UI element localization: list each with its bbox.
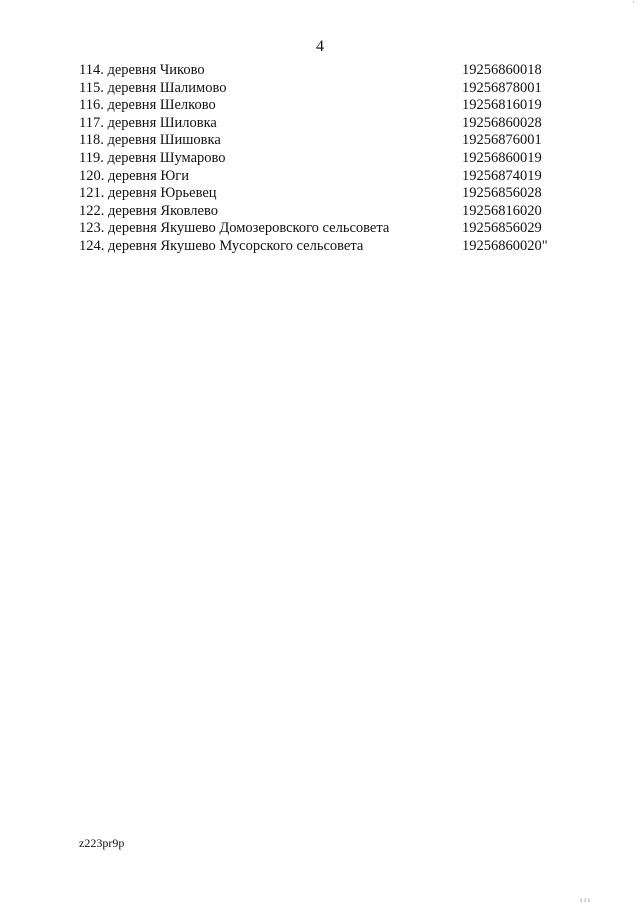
settlement-code: 19256874019 [462, 167, 542, 184]
document-code: z223pr9p [79, 836, 125, 850]
settlement-list [79, 62, 559, 256]
list-item [79, 168, 559, 186]
settlement-name: 117. деревня Шиловка [79, 114, 217, 131]
settlement-code: 19256860019 [462, 149, 542, 166]
settlement-code: 19256860018 [462, 62, 542, 78]
settlement-code: 19256856028 [462, 185, 542, 202]
settlement-code: 19256860028 [462, 114, 542, 131]
settlement-name: 119. деревня Шумарово [79, 149, 226, 166]
list-item [79, 185, 559, 203]
settlement-code: 19256816019 [462, 97, 542, 114]
list-item [79, 203, 559, 221]
settlement-name: 123. деревня Якушево Домозеровского сельсовета [79, 220, 390, 237]
list-item [79, 62, 559, 80]
settlement-name: 120. деревня Юги [79, 167, 190, 184]
settlement-code: 19256816020 [462, 202, 542, 219]
list-item [79, 115, 559, 133]
list-item [79, 220, 559, 238]
settlement-code: 19256876001 [462, 132, 542, 149]
settlement-name: 118. деревня Шишовка [79, 132, 221, 149]
settlement-name: 124. деревня Якушево Мусорского сельсовета [79, 237, 364, 254]
list-item [79, 150, 559, 168]
settlement-name: 116. деревня Шелково [79, 97, 216, 114]
settlement-code: 19256860020" [462, 237, 548, 254]
settlement-name: 121. деревня Юрьевец [79, 185, 217, 202]
settlement-code: 19256878001 [462, 79, 542, 96]
settlement-name: 122. деревня Яковлево [79, 202, 218, 219]
corner-top-mark: ' [632, 0, 636, 8]
list-item [79, 238, 559, 256]
settlement-code: 19256856029 [462, 220, 542, 237]
settlement-name: 115. деревня Шалимово [79, 79, 227, 96]
settlement-name: 114. деревня Чиково [79, 62, 205, 78]
list-item [79, 97, 559, 115]
page-number: 4 [316, 38, 324, 55]
corner-bottom-mark: ııı [580, 896, 592, 904]
list-item [79, 132, 559, 150]
list-item [79, 80, 559, 98]
